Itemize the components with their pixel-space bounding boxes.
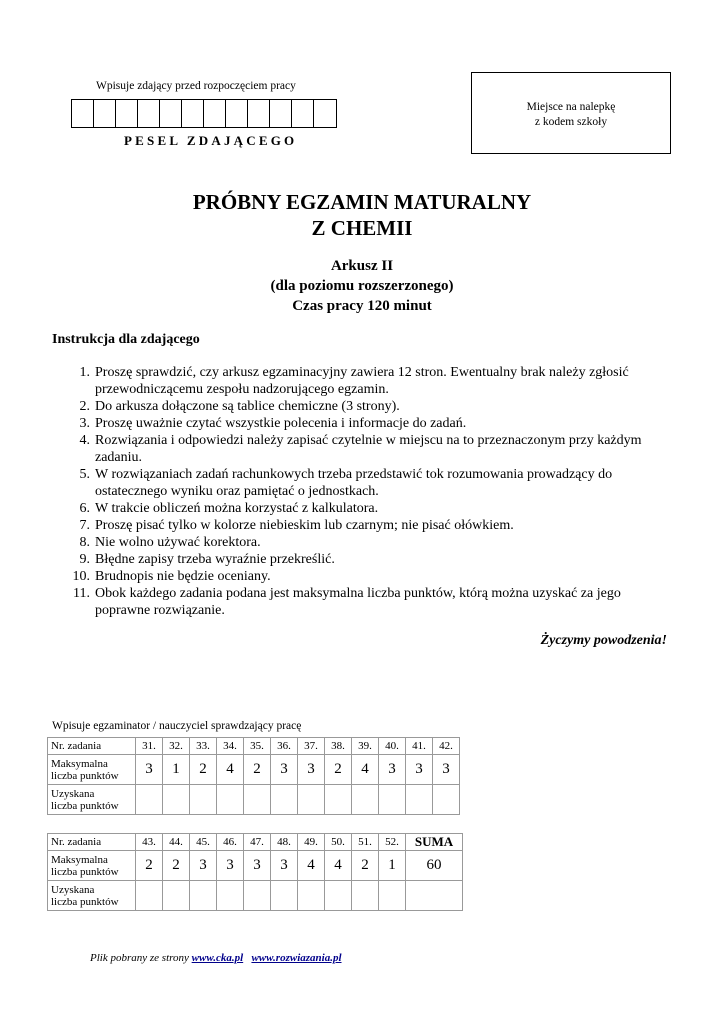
obtained-points-cell[interactable] [217,785,244,815]
item-text: Obok każdego zadania podana jest maksymalna liczba punktów, którą można uzyskać za jego poprawne rozwiązanie. [95,586,621,618]
max-points-label-line-2: liczba punktów [51,865,119,878]
sheet-level: (dla poziomu rozszerzonego) [270,278,454,294]
pesel-digit-box[interactable] [72,100,94,127]
obtained-points-label [48,785,136,815]
task-number: 34. [217,738,244,755]
item-text: Brudnopis nie będzie oceniany. [95,569,271,584]
max-points: 3 [433,755,460,785]
max-points: 1 [163,755,190,785]
obtained-points-cell[interactable] [271,785,298,815]
score-table-2 [47,833,463,911]
task-number: 48. [271,834,298,851]
item-text: W trakcie obliczeń można korzystać z kalkulatora. [95,501,379,516]
sum-label: SUMA [406,834,463,851]
pesel-digit-box[interactable] [182,100,204,127]
obtained-points-label-line-1: Uzyskana [51,883,95,896]
instruction-item [66,500,666,517]
instructions-list [66,364,666,619]
obtained-points-cell[interactable] [379,881,406,911]
item-number: 1. [79,365,90,380]
good-luck-message: Życzymy powodzenia! [540,633,667,648]
pesel-digit-box[interactable] [292,100,314,127]
task-number: 38. [325,738,352,755]
instruction-item [66,585,666,619]
pesel-digit-box[interactable] [116,100,138,127]
obtained-points-cell[interactable] [136,881,163,911]
item-text: W rozwiązaniach zadań rachunkowych trzeba przedstawić tok rozumowania prowadzący do ostatecznego wyniku oraz pamiętać o jednostkach. [95,467,613,499]
max-points: 3 [298,755,325,785]
max-points: 4 [352,755,379,785]
task-number: 35. [244,738,271,755]
sheet-name: Arkusz II [330,258,394,274]
task-number-row [48,834,463,851]
max-points-label-line-1: Maksymalna [51,757,108,770]
instruction-item [66,568,666,585]
examiner-caption: Wpisuje egzaminator / nauczyciel sprawdzający pracę [52,720,302,732]
exam-title-line-2: Z CHEMII [311,216,413,240]
task-number: 40. [379,738,406,755]
task-number: 49. [298,834,325,851]
pesel-input[interactable] [71,99,337,128]
max-points: 3 [190,851,217,881]
task-number: 47. [244,834,271,851]
obtained-points-cell[interactable] [136,785,163,815]
pesel-digit-box[interactable] [160,100,182,127]
footer [90,952,342,964]
item-number: 5. [79,467,90,482]
footer-link-rozwiazania[interactable]: www.rozwiazania.pl [251,952,342,964]
obtained-points-cell[interactable] [217,881,244,911]
obtained-points-cell[interactable] [298,785,325,815]
obtained-points-cell[interactable] [379,785,406,815]
max-points: 3 [271,851,298,881]
max-points: 2 [136,851,163,881]
pesel-digit-box[interactable] [204,100,226,127]
sticker-line-1: Miejsce na nalepkę [526,101,616,113]
task-number: 36. [271,738,298,755]
task-number: 43. [136,834,163,851]
obtained-points-cell[interactable] [325,785,352,815]
max-points: 1 [379,851,406,881]
max-points: 3 [271,755,298,785]
instruction-item [66,415,666,432]
school-sticker-box [471,72,671,154]
instruction-item [66,364,666,398]
obtained-points-label-line-2: liczba punktów [51,799,119,812]
exam-title-line-1: PRÓBNY EGZAMIN MATURALNY [192,190,532,214]
score-table-1 [47,737,460,815]
max-points: 2 [352,851,379,881]
obtained-points-cell[interactable] [298,881,325,911]
task-number: 42. [433,738,460,755]
pesel-digit-box[interactable] [314,100,336,127]
obtained-points-cell[interactable] [190,881,217,911]
task-number: 39. [352,738,379,755]
footer-link-cka[interactable]: www.cka.pl [191,952,244,964]
instruction-item [66,551,666,568]
instruction-item [66,534,666,551]
obtained-points-cell[interactable] [352,785,379,815]
item-number: 3. [79,416,90,431]
obtained-points-cell[interactable] [325,881,352,911]
item-number: 7. [79,518,90,533]
obtained-points-label-line-2: liczba punktów [51,895,119,908]
task-number: 41. [406,738,433,755]
item-number: 6. [79,501,90,516]
task-number-label: Nr. zadania [48,834,136,851]
obtained-points-cell[interactable] [163,881,190,911]
max-points-row [48,851,463,881]
obtained-points-cell[interactable] [271,881,298,911]
item-text: Proszę pisać tylko w kolorze niebieskim lub czarnym; nie pisać ołówkiem. [95,518,514,533]
instructions-heading: Instrukcja dla zdającego [52,332,200,347]
item-number: 10. [72,569,90,584]
item-text: Do arkusza dołączone są tablice chemiczne (3 strony). [95,399,400,414]
max-points: 3 [379,755,406,785]
max-points: 2 [190,755,217,785]
task-number: 51. [352,834,379,851]
max-points-row [48,755,460,785]
item-text: Proszę uważnie czytać wszystkie polecenia i informacje do zadań. [95,416,467,431]
max-points: 4 [325,851,352,881]
pesel-digit-box[interactable] [226,100,248,127]
instruction-item [66,398,666,415]
obtained-points-cell[interactable] [352,881,379,911]
sheet-duration: Czas pracy 120 minut [292,298,432,314]
footer-prefix: Plik pobrany ze strony [90,952,189,964]
max-points-label-line-2: liczba punktów [51,769,119,782]
max-points: 3 [244,851,271,881]
obtained-points-cell[interactable] [244,881,271,911]
sticker-line-2: z kodem szkoły [534,116,608,128]
item-number: 2. [79,399,90,414]
obtained-sum-cell[interactable] [406,881,463,911]
obtained-points-row [48,785,460,815]
obtained-points-cell[interactable] [433,785,460,815]
pesel-digit-box[interactable] [94,100,116,127]
max-points: 3 [136,755,163,785]
obtained-points-label-line-1: Uzyskana [51,787,95,800]
sum-max-points: 60 [406,851,463,881]
item-number: 11. [73,586,90,601]
task-number: 52. [379,834,406,851]
item-text: Nie wolno używać korektora. [95,535,261,550]
obtained-points-label [48,881,136,911]
max-points-label [48,755,136,785]
obtained-points-cell[interactable] [163,785,190,815]
instruction-item [66,517,666,534]
max-points: 3 [406,755,433,785]
pesel-caption: Wpisuje zdający przed rozpoczęciem pracy [96,80,296,92]
task-number: 32. [163,738,190,755]
task-number-row [48,738,460,755]
task-number-label: Nr. zadania [48,738,136,755]
pesel-digit-box[interactable] [248,100,270,127]
max-points-label-line-1: Maksymalna [51,853,108,866]
task-number: 46. [217,834,244,851]
item-text: Proszę sprawdzić, czy arkusz egzaminacyjny zawiera 12 stron. Ewentualny brak należy zgłosić przewodniczącemu zespołu nadzorującego egzamin. [95,365,629,397]
task-number: 31. [136,738,163,755]
pesel-label: PESEL ZDAJĄCEGO [124,133,298,148]
task-number: 50. [325,834,352,851]
max-points: 2 [325,755,352,785]
obtained-points-cell[interactable] [190,785,217,815]
task-number: 45. [190,834,217,851]
item-number: 9. [79,552,90,567]
obtained-points-cell[interactable] [406,785,433,815]
item-number: 4. [79,433,90,448]
item-text: Błędne zapisy trzeba wyraźnie przekreślić. [95,552,335,567]
obtained-points-row [48,881,463,911]
max-points: 4 [298,851,325,881]
task-number: 37. [298,738,325,755]
instruction-item [66,466,666,500]
max-points: 2 [244,755,271,785]
item-number: 8. [79,535,90,550]
task-number: 44. [163,834,190,851]
max-points: 2 [163,851,190,881]
instruction-item [66,432,666,466]
item-text: Rozwiązania i odpowiedzi należy zapisać czytelnie w miejscu na to przeznaczonym przy każdym zadaniu. [95,433,642,465]
pesel-digit-box[interactable] [270,100,292,127]
pesel-digit-box[interactable] [138,100,160,127]
max-points: 3 [217,851,244,881]
obtained-points-cell[interactable] [244,785,271,815]
max-points-label [48,851,136,881]
task-number: 33. [190,738,217,755]
max-points: 4 [217,755,244,785]
